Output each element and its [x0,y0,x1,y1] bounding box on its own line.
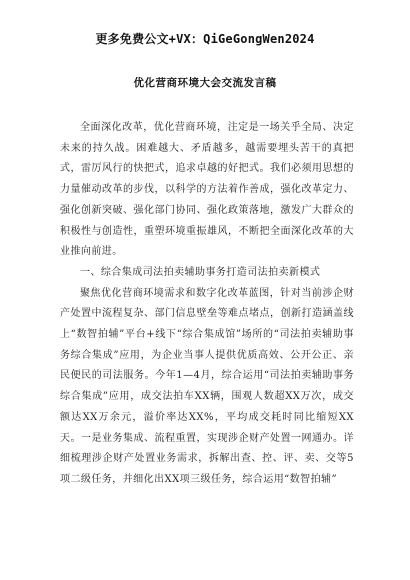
document-body [60,118,354,491]
document-title: 优化营商环境大会交流发言稿 [133,77,277,89]
section-heading-1: 一、综合集成司法拍卖辅助事务打造司法拍卖新模式 [80,266,321,278]
watermark-header: 更多免费公文+VX：QiGeGongWen2024 [95,32,315,46]
paragraph-section-1: 聚焦优化营商环境需求和数字化改革蓝图，针对当前涉企财产处置中流程复杂、部门信息壁垒等难点堵点，创新打造涵盖线上“数智拍辅”平台+线下“综合集成馆”场所的“司法拍卖辅助事务综合集成”应用，为企业当事人提供优质高效、公开公正、亲民便民的司法服务。今年1—4月，综合运用“司法拍卖辅助事务综合集成”应用，成交法拍车XX辆，围观人数超XX万次，成交额达XX万余元，溢价率达XX%，平均成交耗时同比缩短XX天。一是业务集成、流程重置，实现涉企财产处置一网通办。详细梳理涉企财产处置业务需求，拆解出查、控、评、卖、交等5项二级任务，并细化出XX项三级任务，综合运用“数智拍辅” [60,287,354,485]
paragraph-intro: 全面深化改革，优化营商环境，注定是一场关乎全局、决定未来的持久战。困难越大、矛盾越多，越需要埋头苦干的真把式，雷厉风行的快把式，追求卓越的好把式。我们必须用思想的力量催动改革的步伐，以科学的方法着作善成，强化改革定力、强化创新突破、强化部门协同、强化政策落地，激发广大群众的积极性与创造性，重塑环境重振雄风，不断把全面深化改革的大业推向前进。 [60,122,354,258]
